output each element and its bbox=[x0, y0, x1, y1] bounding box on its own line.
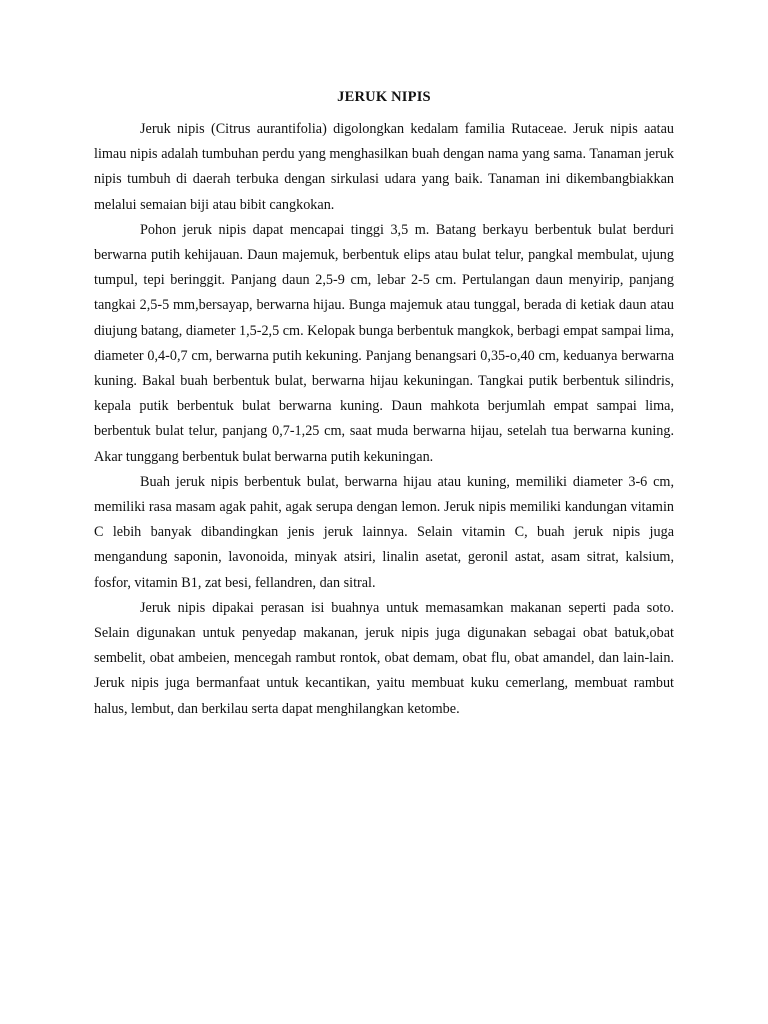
document-title: JERUK NIPIS bbox=[337, 89, 431, 105]
paragraph-fruit-description: Buah jeruk nipis berbentuk bulat, berwarna hijau atau kuning, memiliki diameter 3-6 cm, memiliki rasa masam agak pahit, agak serupa dengan lemon. Jeruk nipis memiliki kandungan vitamin C lebih banyak dibandingkan jenis jeruk lainnya. Selain vitamin C, buah jeruk nipis juga mengandung saponin, lavonoida, minyak atsiri, linalin asetat, geronil astat, asam sitrat, kalsium, fosfor, vitamin B1, zat besi, fellandren, dan sitral. bbox=[94, 473, 674, 591]
paragraph-introduction: Jeruk nipis (Citrus aurantifolia) digolongkan kedalam familia Rutaceae. Jeruk nipis aatau limau nipis adalah tumbuhan perdu yang menghasilkan buah dengan nama yang sama. Tanaman jeruk nipis tumbuh di daerah terbuka dengan sirkulasi udara yang baik. Tanaman ini dikembangbiakkan melalui semaian biji atau bibit cangkokan. bbox=[94, 121, 674, 213]
document-body bbox=[94, 117, 674, 722]
paragraph-plant-description: Pohon jeruk nipis dapat mencapai tinggi 3,5 m. Batang berkayu berbentuk bulat berduri berwarna putih kehijauan. Daun majemuk, berbentuk elips atau bulat telur, pangkal membulat, ujung tumpul, tepi beringgit. Panjang daun 2,5-9 cm, lebar 2-5 cm. Pertulangan daun menyirip, panjang tangkai 2,5-5 mm,bersayap, berwarna hijau. Bunga majemuk atau tunggal, berada di ketiak daun atau diujung batang, diameter 1,5-2,5 cm. Kelopak bunga berbentuk mangkok, berbagi empat sampai lima, diameter 0,4-0,7 cm, berwarna putih kekuning. Panjang benangsari 0,35-o,40 cm, keduanya berwarna kuning. Bakal buah berbentuk bulat, berwarna hijau kekuningan. Tangkai putik berbentuk silindris, kepala putik berbentuk bulat berwarna kuning. Daun mahkota berjumlah empat sampai lima, berbentuk bulat telur, panjang 0,7-1,25 cm, saat muda berwarna hijau, setelah tua berwarna kuning. Akar tunggang berbentuk bulat berwarna putih kekuningan. bbox=[94, 221, 674, 465]
paragraph-uses: Jeruk nipis dipakai perasan isi buahnya untuk memasamkan makanan seperti pada soto. Selain digunakan untuk penyedap makanan, jeruk nipis juga digunakan sebagai obat batuk,obat sembelit, obat ambeien, mencegah rambut rontok, obat demam, obat flu, obat amandel, dan lain-lain. Jeruk nipis juga bermanfaat untuk kecantikan, yaitu membuat kuku cemerlang, membuat rambut halus, lembut, dan berkilau serta dapat menghilangkan ketombe. bbox=[94, 599, 674, 717]
